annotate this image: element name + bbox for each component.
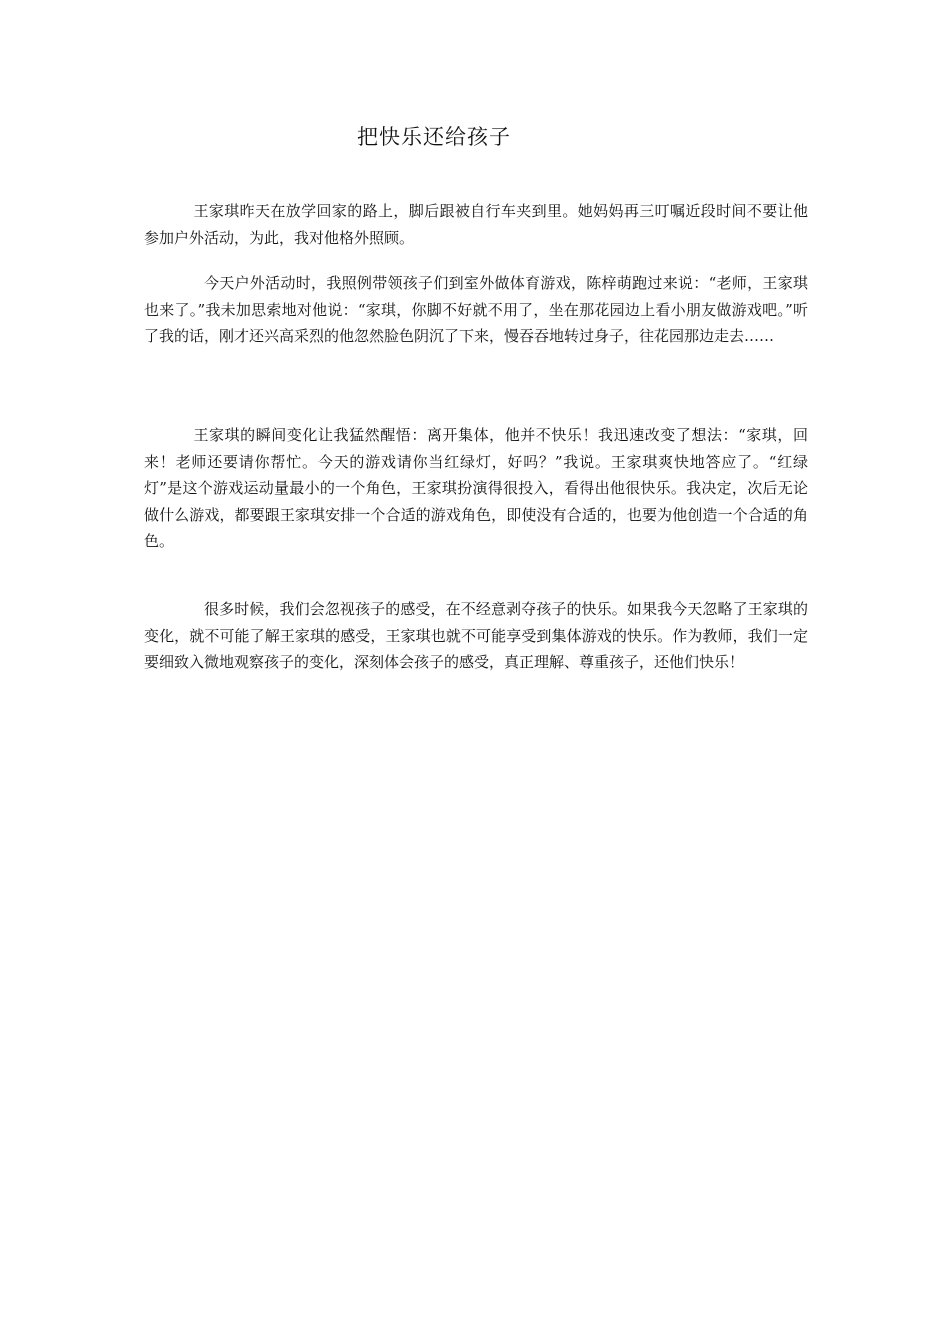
paragraph-1: 王家琪昨天在放学回家的路上，脚后跟被自行车夹到里。她妈妈再三叮嘱近段时间不要让他参加户外活动，为此，我对他格外照顾。 xyxy=(144,202,808,247)
paragraph-2: 今天户外活动时，我照例带领孩子们到室外做体育游戏，陈梓萌跑过来说：“老师，王家琪也来了。”我未加思索地对他说：“家琪，你脚不好就不用了，坐在那花园边上看小朋友做游戏吧。”听了我的话，刚才还兴高采烈的他忽然脸色阴沉了下来，慢吞吞地转过身子，往花园那边走去…… xyxy=(144,274,808,345)
paragraph-4: 很多时候，我们会忽视孩子的感受，在不经意剥夺孩子的快乐。如果我今天忽略了王家琪的变化，就不可能了解王家琪的感受，王家琪也就不可能享受到集体游戏的快乐。作为教师，我们一定要细致入微地观察孩子的变化，深刻体会孩子的感受，真正理解、尊重孩子，还他们快乐！ xyxy=(144,600,808,671)
paragraph-3: 王家琪的瞬间变化让我猛然醒悟：离开集体，他并不快乐！我迅速改变了想法：“家琪，回来！老师还要请你帮忙。今天的游戏请你当红绿灯，好吗？”我说。王家琪爽快地答应了。“红绿灯”是这个游戏运动量最小的一个角色，王家琪扮演得很投入，看得出他很快乐。我决定，次后无论做什么游戏，都要跟王家琪安排一个合适的游戏角色，即使没有合适的，也要为他创造一个合适的角色。 xyxy=(144,426,808,550)
document-title: 把快乐还给孩子 xyxy=(357,125,511,149)
